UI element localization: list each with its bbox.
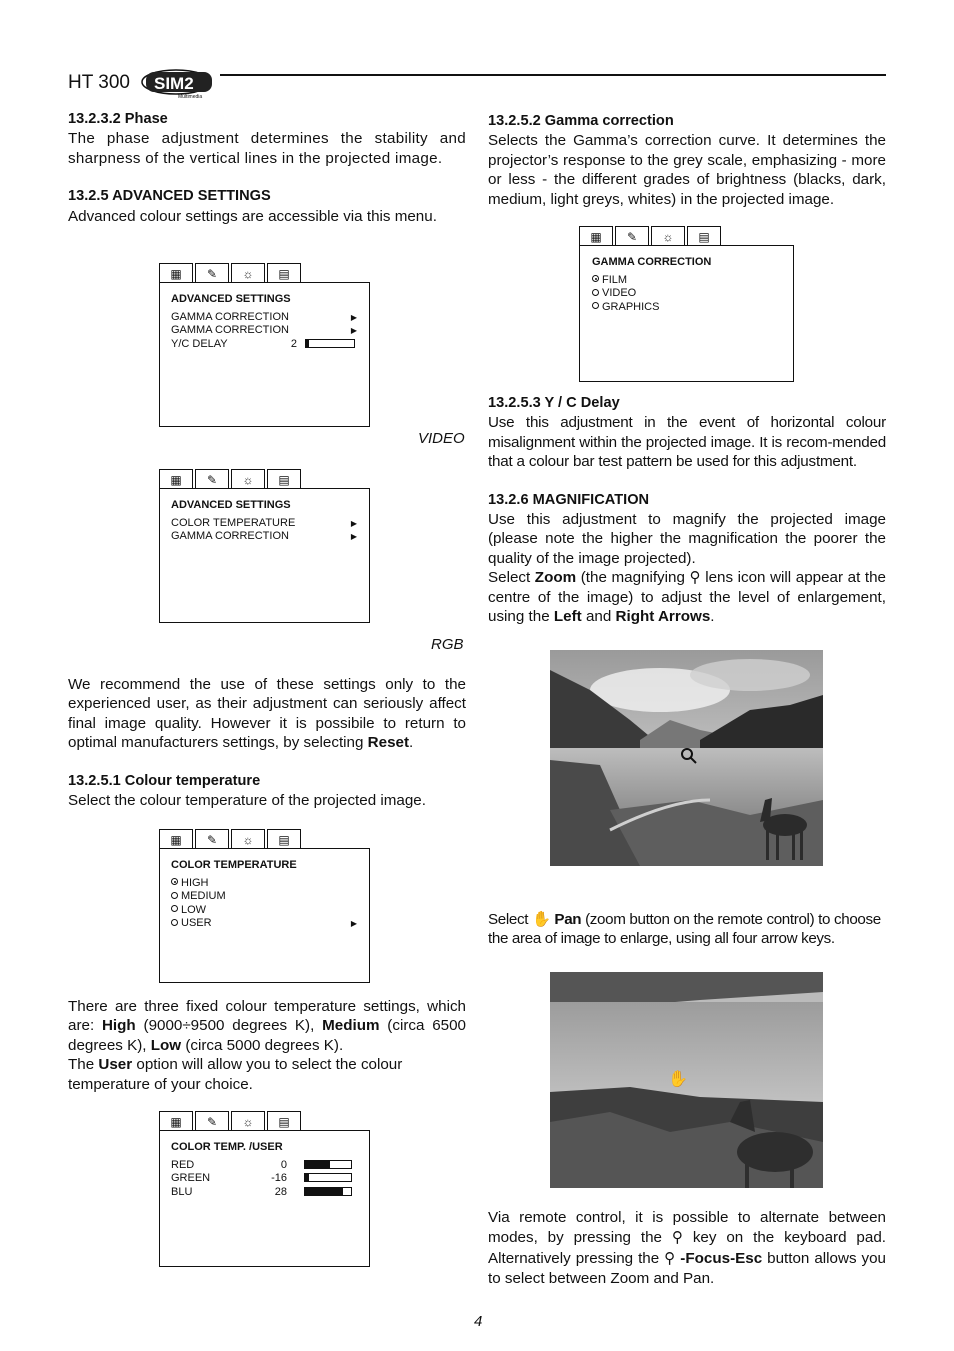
left-column-middle bbox=[68, 675, 466, 810]
yc-delay-row: Y/C DELAY 2 bbox=[171, 338, 357, 352]
brightness-tab-icon: ☼ bbox=[651, 226, 685, 246]
menu-item: COLOR TEMPERATURE ▶ bbox=[171, 516, 357, 529]
option-video: VIDEO bbox=[592, 287, 781, 301]
option-high: HIGH bbox=[171, 877, 357, 891]
yc-delay-paragraph: Use this adjustment in the event of horizontal colour misalignment within the projected image. It is recom-mended that a colour bar test pattern be used for this adjustment. bbox=[488, 414, 886, 471]
document-tab-icon: ▤ bbox=[687, 226, 721, 246]
document-tab-icon: ▤ bbox=[267, 469, 301, 489]
svg-text:Multimedia: Multimedia bbox=[178, 94, 203, 100]
picture-tab-icon: ▦ bbox=[159, 469, 193, 489]
advanced-settings-paragraph: Advanced colour settings are accessible via this menu. bbox=[68, 207, 437, 225]
pan-paragraph: Select ✋ Pan (zoom button on the remote control) to choose the area of image to enlarge, using all four arrow keys. bbox=[488, 911, 881, 948]
submenu-arrow-icon: ▶ bbox=[350, 326, 357, 335]
option-medium: MEDIUM bbox=[171, 890, 357, 904]
magnification-paragraph: Use this adjustment to magnify the projected image (please note the higher the magnification the poorer the quality of the image projected). bbox=[488, 511, 886, 567]
option-graphics: GRAPHICS bbox=[592, 301, 781, 315]
option-film: FILM bbox=[592, 274, 781, 288]
radio-selected-icon bbox=[592, 275, 599, 282]
document-tab-icon: ▤ bbox=[267, 1111, 301, 1131]
submenu-arrow-icon: ▶ bbox=[350, 532, 357, 541]
pan-section bbox=[488, 910, 886, 949]
red-row: RED 0 bbox=[171, 1159, 357, 1173]
three-settings-paragraph: There are three fixed colour temperature settings, which are: High (9000÷9500 degrees K), Medium (circa 6500 degrees K), Low (circa 5000 degrees K). bbox=[68, 998, 466, 1054]
osd-tabs bbox=[579, 226, 723, 246]
osd-panel bbox=[159, 488, 370, 623]
document-title: HT 300 bbox=[68, 72, 130, 93]
recommend-paragraph: We recommend the use of these settings only to the experienced user, as their adjustment can seriously affect final image quality. However it is possibile to return to optimal manufacturers settings, by selecting Reset. bbox=[68, 676, 466, 752]
page-number: 4 bbox=[474, 1313, 483, 1330]
svg-text:✋: ✋ bbox=[668, 1071, 688, 1088]
osd-title: COLOR TEMP. /USER bbox=[171, 1141, 283, 1153]
advanced-settings-heading: 13.2.5 ADVANCED SETTINGS bbox=[68, 188, 271, 205]
right-column-top bbox=[488, 112, 886, 209]
magnifier-icon: ⚲ bbox=[664, 1249, 676, 1267]
pan-hand-icon: ✋ bbox=[531, 911, 551, 928]
picture-tab-icon: ▦ bbox=[159, 1111, 193, 1131]
zoom-paragraph: Select Zoom (the magnifying ⚲ lens icon will appear at the centre of the image) to adjust the level of enlargement, using the Left and Right Arrows. bbox=[488, 569, 886, 626]
osd-panel bbox=[579, 245, 794, 382]
osd-tabs bbox=[159, 1111, 303, 1131]
gamma-heading: 13.2.5.2 Gamma correction bbox=[488, 113, 674, 129]
magnifier-icon: ⚲ bbox=[689, 569, 701, 587]
radio-icon bbox=[171, 919, 178, 926]
picture-tab-icon: ▦ bbox=[579, 226, 613, 246]
osd-title: COLOR TEMPERATURE bbox=[171, 859, 297, 871]
phase-paragraph: The phase adjustment determines the stability and sharpness of the vertical lines in the projected image. bbox=[68, 130, 466, 167]
green-level-bar bbox=[304, 1173, 352, 1182]
settings-tab-icon: ✎ bbox=[195, 829, 229, 849]
osd-panel bbox=[159, 848, 370, 983]
osd-title: ADVANCED SETTINGS bbox=[171, 499, 291, 511]
picture-tab-icon: ▦ bbox=[159, 263, 193, 283]
radio-icon bbox=[171, 905, 178, 912]
submenu-arrow-icon: ▶ bbox=[350, 518, 357, 528]
green-row: GREEN -16 bbox=[171, 1172, 357, 1186]
submenu-arrow-icon: ▶ bbox=[350, 312, 357, 322]
option-low: LOW bbox=[171, 904, 357, 918]
yc-delay-heading: 13.2.5.3 Y / C Delay bbox=[488, 395, 620, 411]
osd-title: ADVANCED SETTINGS bbox=[171, 293, 291, 305]
magnification-heading: 13.2.6 MAGNIFICATION bbox=[488, 491, 650, 508]
osd-tabs bbox=[159, 263, 303, 283]
colour-temperature-heading: 13.2.5.1 Colour temperature bbox=[68, 772, 261, 789]
settings-tab-icon: ✎ bbox=[195, 469, 229, 489]
user-option-paragraph: The User option will allow you to select the colour temperature of your choice. bbox=[68, 1056, 403, 1093]
document-tab-icon: ▤ bbox=[267, 829, 301, 849]
pan-example-photo bbox=[550, 972, 823, 1188]
yc-delay-value: 2 bbox=[290, 337, 297, 350]
osd-panel bbox=[159, 1130, 370, 1267]
sim2-logo bbox=[140, 68, 220, 100]
rgb-caption: RGB bbox=[431, 636, 464, 653]
osd-title: GAMMA CORRECTION bbox=[592, 256, 712, 268]
remote-paragraph: Via remote control, it is possible to alternate between modes, by pressing the ⚲ key on the keyboard pad. Alternatively pressing the ⚲ -Focus-Esc button allows you to select between Zoom and Pan. bbox=[488, 1209, 886, 1288]
picture-tab-icon: ▦ bbox=[159, 829, 193, 849]
pan-cursor-icon bbox=[668, 1069, 688, 1088]
left-column-top bbox=[68, 110, 466, 226]
yc-delay-bar bbox=[305, 339, 355, 348]
blu-row: BLU 28 bbox=[171, 1186, 357, 1200]
gamma-paragraph: Selects the Gamma’s correction curve. It determines the projector’s response to the grey scale, emphasizing - more or less - the different grades of brightness (blacks, dark, medium, light greys, whites) in the projected image. bbox=[488, 132, 886, 208]
radio-icon bbox=[592, 302, 599, 309]
radio-icon bbox=[171, 892, 178, 899]
red-level-bar bbox=[304, 1160, 352, 1169]
osd-panel bbox=[159, 282, 370, 427]
menu-item: GAMMA CORRECTION ▶ bbox=[171, 324, 357, 336]
brightness-tab-icon: ☼ bbox=[231, 263, 265, 283]
blu-level-bar bbox=[304, 1187, 352, 1196]
brightness-tab-icon: ☼ bbox=[231, 829, 265, 849]
document-tab-icon: ▤ bbox=[267, 263, 301, 283]
colour-temperature-paragraph: Select the colour temperature of the projected image. bbox=[68, 792, 426, 810]
menu-item: GAMMA CORRECTION ▶ bbox=[171, 530, 357, 542]
left-column-bottom bbox=[68, 997, 466, 1094]
settings-tab-icon: ✎ bbox=[195, 263, 229, 283]
submenu-arrow-icon: ▶ bbox=[350, 919, 357, 928]
zoom-example-photo bbox=[550, 650, 823, 866]
right-column-middle bbox=[488, 394, 886, 626]
radio-selected-icon bbox=[171, 878, 178, 885]
brightness-tab-icon: ☼ bbox=[231, 1111, 265, 1131]
svg-text:SIM2: SIM2 bbox=[154, 74, 194, 93]
phase-heading: 13.2.3.2 Phase bbox=[68, 111, 168, 127]
settings-tab-icon: ✎ bbox=[615, 226, 649, 246]
menu-item: GAMMA CORRECTION ▶ bbox=[171, 310, 357, 323]
osd-tabs bbox=[159, 829, 303, 849]
radio-icon bbox=[592, 289, 599, 296]
remote-section bbox=[488, 1208, 886, 1290]
option-user: USER ▶ bbox=[171, 917, 357, 931]
osd-tabs bbox=[159, 469, 303, 489]
header-rule bbox=[220, 74, 886, 76]
video-caption: VIDEO bbox=[418, 430, 465, 447]
brightness-tab-icon: ☼ bbox=[231, 469, 265, 489]
magnifier-icon: ⚲ bbox=[671, 1229, 683, 1247]
settings-tab-icon: ✎ bbox=[195, 1111, 229, 1131]
